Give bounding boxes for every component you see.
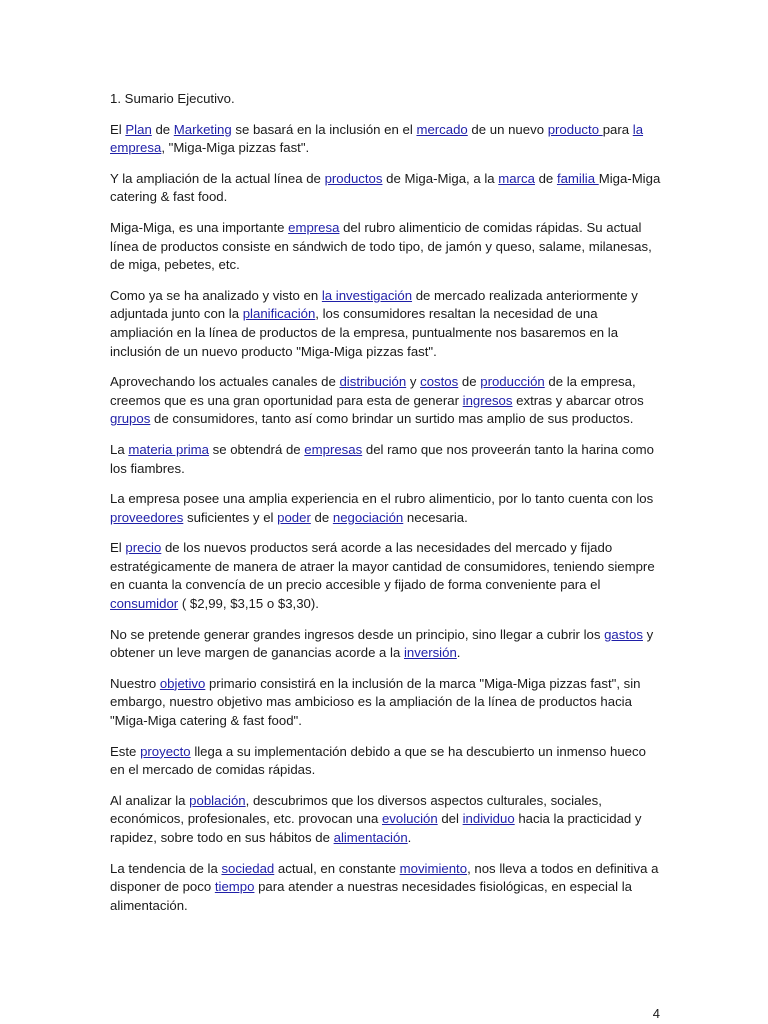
text-run: de mercado realizada anteriormente y adjuntada junto con la bbox=[110, 287, 638, 322]
text-run: del ramo que nos proveerán tanto la harina como los fiambres. bbox=[110, 441, 654, 476]
section-heading: 1. Sumario Ejecutivo. bbox=[110, 91, 235, 106]
text-run: de bbox=[534, 170, 557, 186]
inline-link[interactable]: evolución bbox=[381, 811, 438, 827]
text-run: Miga-Miga catering & fast food. bbox=[110, 170, 661, 205]
paragraph bbox=[110, 792, 662, 848]
paragraph bbox=[110, 743, 662, 780]
inline-link[interactable]: movimiento bbox=[399, 860, 468, 876]
text-run: y obtener un leve margen de ganancias acorde a la bbox=[110, 626, 654, 661]
inline-link[interactable]: producción bbox=[480, 374, 545, 390]
text-run: , nos lleva a todos en definitiva a disponer de poco bbox=[110, 860, 659, 895]
text-run: hacia la practicidad y rapidez, sobre todo en sus hábitos de bbox=[110, 811, 642, 845]
text-run: primario consistirá en la inclusión de la marca "Miga-Miga pizzas fast", sin embargo, nuestro objetivo mas ambicioso es la ampliación de la línea de productos hacia "Miga-Miga catering & fast food". bbox=[110, 675, 641, 729]
text-run: suficientes y el bbox=[183, 509, 278, 525]
inline-link[interactable]: empresa bbox=[288, 219, 340, 235]
inline-link[interactable]: productos bbox=[324, 170, 383, 186]
inline-link[interactable]: consumidor bbox=[110, 596, 179, 612]
inline-link[interactable]: Plan bbox=[125, 121, 152, 137]
inline-link[interactable]: la investigación bbox=[321, 287, 413, 303]
text-run: . bbox=[407, 830, 412, 845]
inline-link[interactable]: mercado bbox=[416, 121, 468, 137]
text-run: , "Miga-Miga pizzas fast". bbox=[161, 140, 310, 156]
text-run: de bbox=[310, 509, 333, 525]
inline-link[interactable]: grupos bbox=[110, 411, 151, 427]
paragraph bbox=[110, 490, 662, 527]
text-run: y bbox=[406, 374, 421, 390]
inline-link[interactable]: gastos bbox=[604, 626, 643, 642]
inline-link[interactable]: costos bbox=[420, 374, 459, 390]
inline-link[interactable]: distribución bbox=[339, 374, 407, 390]
text-run: extras y abarcar otros bbox=[512, 392, 644, 408]
text-run: Este bbox=[110, 743, 141, 759]
inline-link[interactable]: ingresos bbox=[462, 392, 513, 408]
text-run: de consumidores, tanto así como brindar un surtido mas amplio de sus productos. bbox=[150, 411, 634, 427]
text-run: para bbox=[602, 121, 633, 137]
text-run: . bbox=[456, 645, 461, 661]
text-run: necesaria. bbox=[403, 509, 468, 525]
text-run: La empresa posee una amplia experiencia en el rubro alimenticio, por lo tanto cuenta con los bbox=[110, 491, 654, 507]
text-run: de Miga-Miga, a la bbox=[382, 170, 499, 186]
paragraph bbox=[110, 441, 662, 478]
inline-link[interactable]: Marketing bbox=[173, 121, 232, 137]
text-run: Aprovechando los actuales canales de bbox=[110, 374, 340, 390]
inline-link[interactable]: proveedores bbox=[110, 509, 184, 525]
paragraph bbox=[110, 121, 662, 158]
text-run: , descubrimos que los diversos aspectos culturales, sociales, económicos, profesionales, etc. provocan una bbox=[110, 792, 602, 827]
inline-link[interactable]: negociación bbox=[332, 509, 404, 525]
document-body bbox=[110, 90, 662, 927]
paragraph bbox=[110, 860, 662, 916]
inline-link[interactable]: planificación bbox=[242, 306, 316, 322]
text-run: Como ya se ha analizado y visto en bbox=[110, 287, 322, 303]
inline-link[interactable]: precio bbox=[125, 540, 162, 556]
text-run: del bbox=[437, 811, 463, 827]
text-run: El bbox=[110, 121, 126, 137]
text-run: , los consumidores resaltan la necesidad de una ampliación en la línea de productos de la empresa, puntualmente nos basaremos en la inclusión de un nuevo producto "Miga-Miga pizzas fast". bbox=[110, 306, 619, 359]
paragraph bbox=[110, 170, 662, 207]
inline-link[interactable]: población bbox=[189, 792, 246, 808]
paragraph bbox=[110, 675, 662, 731]
text-run: de bbox=[151, 121, 174, 137]
inline-link[interactable]: materia prima bbox=[128, 441, 209, 457]
paragraph bbox=[110, 373, 662, 429]
inline-link[interactable]: empresas bbox=[304, 441, 363, 457]
text-run: No se pretende generar grandes ingresos desde un principio, sino llegar a cubrir los bbox=[110, 626, 605, 642]
inline-link[interactable]: alimentación bbox=[333, 830, 408, 845]
inline-link[interactable]: poder bbox=[277, 509, 311, 525]
inline-link[interactable]: proyecto bbox=[140, 743, 191, 759]
text-run: de los nuevos productos será acorde a las necesidades del mercado y fijado estratégicamente de manera de atraer la mayor cantidad de consumidores, teniendo siempre en cuanta la convencía de un precio accesible y fijado de forma conveniente para el bbox=[110, 540, 655, 593]
paragraph bbox=[110, 287, 662, 361]
text-run: se basará en la inclusión en el bbox=[231, 121, 417, 137]
text-run: Nuestro bbox=[110, 675, 160, 691]
page-number: 4 bbox=[652, 1006, 660, 1021]
paragraph bbox=[110, 539, 662, 613]
text-run: El bbox=[110, 540, 126, 556]
text-run: ( $2,99, $3,15 o $3,30). bbox=[178, 596, 319, 612]
text-run: se obtendrá de bbox=[208, 441, 305, 457]
paragraph bbox=[110, 219, 662, 275]
inline-link[interactable]: la empresa bbox=[110, 121, 644, 156]
text-run: La bbox=[110, 441, 129, 457]
text-run: Y la ampliación de la actual línea de bbox=[110, 170, 325, 186]
text-run: de bbox=[458, 374, 481, 390]
text-run: de un nuevo bbox=[467, 121, 548, 137]
text-run: del rubro alimenticio de comidas rápidas. Su actual línea de productos consiste en sándwich de todo tipo, de jamón y queso, salame, milanesas, de miga, pebetes, etc. bbox=[110, 219, 652, 273]
inline-link[interactable]: marca bbox=[498, 170, 535, 186]
text-run: actual, en constante bbox=[274, 860, 400, 876]
paragraph-list bbox=[110, 121, 662, 916]
text-run: de la empresa, creemos que es una gran oportunidad para esta de generar bbox=[110, 374, 636, 408]
inline-link[interactable]: sociedad bbox=[221, 860, 275, 876]
inline-link[interactable]: producto bbox=[547, 121, 603, 137]
inline-link[interactable]: inversión bbox=[404, 645, 457, 661]
inline-link[interactable]: tiempo bbox=[214, 879, 255, 895]
inline-link[interactable]: individuo bbox=[462, 811, 515, 827]
text-run: La tendencia de la bbox=[110, 860, 222, 876]
text-run: Miga-Miga, es una importante bbox=[110, 219, 289, 235]
text-run: Al analizar la bbox=[110, 792, 190, 808]
text-run: llega a su implementación debido a que se ha descubierto un inmenso hueco en el mercado de comidas rápidas. bbox=[110, 743, 646, 778]
inline-link[interactable]: familia bbox=[556, 170, 599, 186]
text-run: para atender a nuestras necesidades fisiológicas, en especial la alimentación. bbox=[110, 879, 632, 913]
inline-link[interactable]: objetivo bbox=[159, 675, 206, 691]
paragraph bbox=[110, 626, 662, 663]
